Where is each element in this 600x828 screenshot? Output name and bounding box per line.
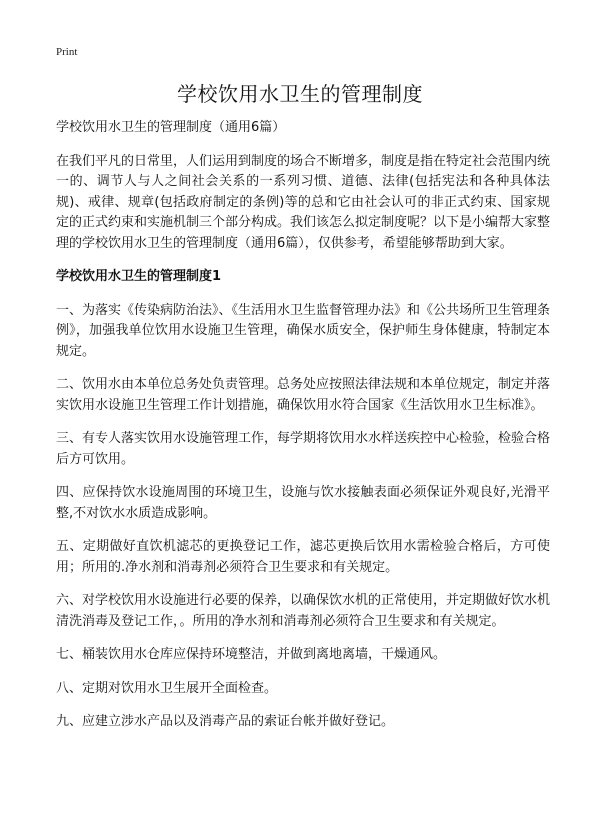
rule-item-3: 三、有专人落实饮用水设施管理工作，每学期将饮用水水样送疾控中心检验，检验合格后方可饮用。 (56, 431, 551, 467)
intro-paragraph: 在我们平凡的日常里，人们运用到制度的场合不断增多，制度是指在特定社会范围内统一的、调节人与人之间社会关系的一系列习惯、道德、法律(包括宪法和各种具体法规)、戒律、规章(包括政府制定的条例)等的总和它由社会认可的非正式约束、国家规定的正式约束和实施机制三个部分构成。我们该怎么拟定制度呢？以下是小编帮大家整理的学校饮用水卫生的管理制度（通用6篇），仅供参考，希望能够帮助到大家。 (56, 153, 551, 251)
rule-item-5: 五、定期做好直饮机滤芯的更换登记工作，滤芯更换后饮用水需检验合格后，方可使用；所用的.净水剂和消毒剂必须符合卫生要求和有关规定。 (56, 539, 550, 575)
rule-item-8: 八、定期对饮用水卫生展开全面检查。 (56, 680, 278, 696)
rule-item-7: 七、桶装饮用水仓库应保持环境整洁，并做到离地离墙，干燥通风。 (56, 647, 447, 662)
rule-item-4: 四、应保持饮水设施周围的环境卫生，设施与饮水接触表面必须保证外观良好,光滑平整,不对饮水水质造成影响。 (56, 485, 550, 521)
rule-item-9: 九、应建立涉水产品以及消毒产品的索证台帐并做好登记。 (56, 714, 395, 729)
rule-item-1: 一、为落实《传染病防治法》、《生活用水卫生监督管理办法》和《公共场所卫生管理条例》，加强我单位饮用水设施卫生管理，确保水质安全，保护师生身体健康，特制定本规定。 (56, 302, 551, 359)
article-body (56, 118, 550, 746)
print-link[interactable]: Print (56, 46, 78, 58)
rule-item-2: 二、饮用水由本单位总务处负责管理。总务处应按照法律法规和本单位规定，制定并落实饮用水设施卫生管理工作计划措施，确保饮用水符合国家《生活饮用水卫生标准》。 (56, 377, 551, 413)
section-heading: 学校饮用水卫生的管理制度1 (56, 269, 222, 284)
rule-item-6: 六、对学校饮用水设施进行必要的保养，以确保饮水机的正常使用，并定期做好饮水机清洗消毒及登记工作，。所用的净水剂和消毒剂必须符合卫生要求和有关规定。 (56, 593, 551, 629)
article-subtitle: 学校饮用水卫生的管理制度（通用6篇） (56, 120, 286, 135)
page-title: 学校饮用水卫生的管理制度 (177, 82, 423, 106)
